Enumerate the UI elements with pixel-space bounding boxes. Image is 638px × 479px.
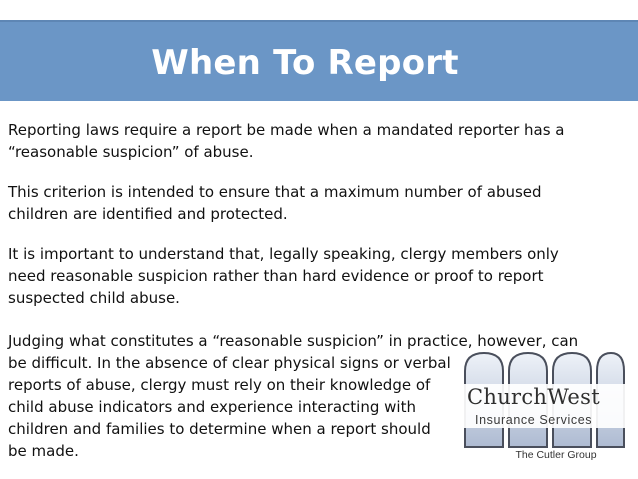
text-line: children are identified and protected. — [8, 205, 288, 223]
logo-tagline: Insurance Services — [475, 413, 593, 427]
logo-group-name: The Cutler Group — [515, 449, 597, 461]
text-line: This criterion is intended to ensure that a maximum number of abused — [8, 183, 542, 201]
text-line: Reporting laws require a report be made when a mandated reporter has a — [8, 121, 565, 139]
text-line: reports of abuse, clergy must rely on their knowledge of — [8, 376, 431, 394]
logo-name: ChurchWest — [467, 385, 600, 409]
text-line: “reasonable suspicion” of abuse. — [8, 143, 254, 161]
text-line: It is important to understand that, legally speaking, clergy members only — [8, 245, 559, 263]
text-line: Judging what constitutes a “reasonable suspicion” in practice, however, can — [8, 332, 579, 350]
text-line: need reasonable suspicion rather than hard evidence or proof to report — [8, 267, 544, 285]
text-line: child abuse indicators and experience interacting with — [8, 398, 416, 416]
text-line: be difficult. In the absence of clear physical signs or verbal — [8, 354, 451, 372]
paragraph-criterion — [8, 181, 608, 225]
text-line: children and families to determine when a report should — [8, 420, 431, 438]
text-line: suspected child abuse. — [8, 289, 180, 307]
churchwest-logo — [463, 351, 625, 467]
text-line: be made. — [8, 442, 79, 460]
slide-title: When To Report — [151, 43, 459, 83]
paragraph-reporting-laws — [8, 119, 608, 163]
paragraph-reasonable-suspicion — [8, 243, 608, 309]
